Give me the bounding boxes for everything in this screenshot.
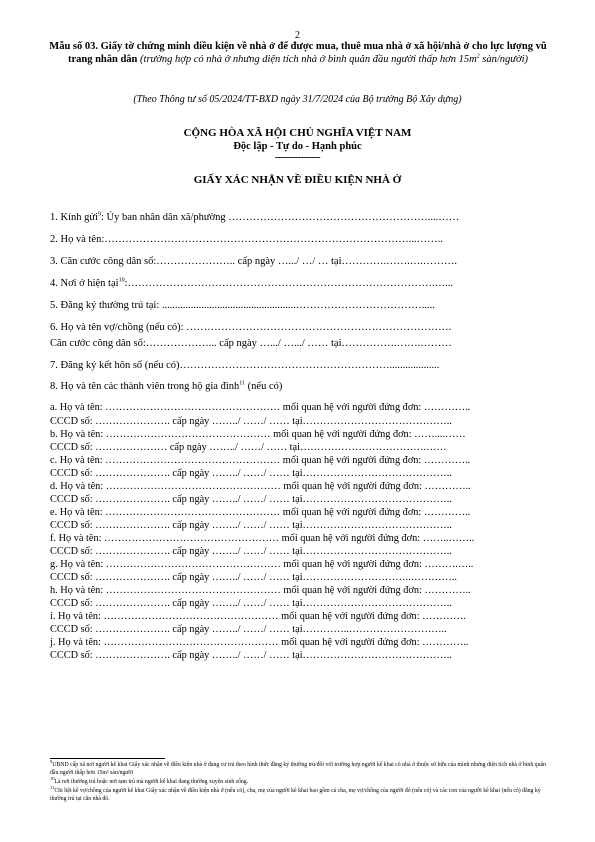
title-separator: ---------------- bbox=[274, 152, 321, 163]
member-d-id[interactable]: CCCD số: …………………. cấp ngày ……../ ……/ …… tại…………………………………….. bbox=[50, 494, 452, 505]
footnote-divider bbox=[50, 758, 165, 759]
member-b-name[interactable]: b. Họ và tên: ………………………………………… mối quan hệ với người đứng đơn: ……....…… bbox=[50, 429, 466, 440]
member-a-name[interactable]: a. Họ và tên: …………………………………………… mối quan hệ với người đứng đơn: ………….. bbox=[50, 402, 471, 413]
field-permanent-residence[interactable]: 5. Đăng ký thường trú tại: ...................................................………………………………..... bbox=[50, 300, 435, 311]
member-i-name[interactable]: i. Họ và tên: …………………………………………… mối quan hệ với người đứng đơn: …………. bbox=[50, 611, 466, 622]
form-title-italic: (trường hợp có nhà ở nhưng diện tích nhà ở bình quân đầu người thấp hơn $15m^2$ sàn/người) bbox=[140, 53, 529, 65]
field-full-name[interactable]: 2. Họ và tên:……………………………………………………………………………...…….. bbox=[50, 234, 443, 245]
field-citizen-id[interactable]: 3. Căn cước công dân số:………………….. cấp ngày ….../ …/ … tại………….…….….………. bbox=[50, 256, 457, 267]
page-number: 2 bbox=[295, 30, 300, 41]
field-spouse-name[interactable]: 6. Họ và tên vợ/chồng (nếu có): …………………………………………………………………. bbox=[50, 322, 452, 333]
member-f-id[interactable]: CCCD số: …………………. cấp ngày ……../ ……/ …… tại…………………………………….. bbox=[50, 546, 452, 557]
member-b-id[interactable]: CCCD số: ………………… cấp ngày ……../ ……/ …… tại……………………………….…… bbox=[50, 442, 447, 453]
member-a-id[interactable]: CCCD số: …………………. cấp ngày ……../ ……/ …… tại…………………………………….. bbox=[50, 416, 452, 427]
circular-reference: (Theo Thông tư số 05/2024/TT-BXD ngày 31/7/2024 của Bộ trưởng Bộ Xây dựng) bbox=[133, 94, 462, 105]
footnote-10: $^{10}$Là nơi thường trú hoặc nơi tạm trú mà người kê khai đang thường xuyên sinh sống. bbox=[50, 776, 249, 785]
household-members-heading: 8. Họ và tên các thành viên trong hộ gia đình$^{11}$ (nếu có) bbox=[50, 380, 283, 392]
form-title bbox=[48, 41, 548, 66]
field-marriage-registration[interactable]: 7. Đăng ký kết hôn số (nếu có)……………………………………………………................... bbox=[50, 360, 440, 371]
form-title-bold: Mẫu số 03. Giấy tờ chứng minh điều kiện về nhà ở để được mua, thuê mua nhà ở xã hội/nhà ở cho lực lượng vũ trang nhân dân bbox=[49, 41, 547, 65]
national-motto: Độc lập - Tự do - Hạnh phúc bbox=[233, 141, 362, 152]
member-j-name[interactable]: j. Họ và tên: …………………………………………… mối quan hệ với người đứng đơn: ………….. bbox=[50, 637, 469, 648]
field-current-residence[interactable]: 4. Nơi ở hiện tại$^{10}$:…………………………………………………………………………….…... bbox=[50, 277, 453, 289]
member-h-id[interactable]: CCCD số: …………………. cấp ngày ……../ ……/ …… tại…………………………………….. bbox=[50, 598, 452, 609]
member-h-name[interactable]: h. Họ và tên: …………………………………………… mối quan hệ với người đứng đơn: ………….. bbox=[50, 585, 471, 596]
field-spouse-id[interactable]: Căn cước công dân số:………………... cấp ngày ….../ ….../ …… tại…………….…….……… bbox=[50, 338, 452, 349]
member-i-id[interactable]: CCCD số: …………………. cấp ngày ……../ ……/ …… tại…………..……………………….. bbox=[50, 624, 447, 635]
member-g-name[interactable]: g. Họ và tên: …………………………………………… mối quan hệ với người đứng đơn: ……….….. bbox=[50, 559, 474, 570]
member-d-name[interactable]: d. Họ và tên: …………………………………………… mối quan hệ với người đứng đơn: ………….. bbox=[50, 481, 471, 492]
document-title: GIẤY XÁC NHẬN VỀ ĐIỀU KIỆN NHÀ Ở bbox=[193, 174, 402, 186]
footnote-11: $^{11}$Chi liệt kê vợ/chồng của người kê khai Giấy xác nhận về điều kiện nhà ở (nếu có), cha, mẹ của người kê khai bao gồm cả cha, mẹ vợ/chồng của người đó (nếu có) và các con của người kê khai (nếu có) đăng ký thường trú tại căn nhà đó. bbox=[50, 785, 541, 802]
member-e-name[interactable]: e. Họ và tên: …………………………………………… mối quan hệ với người đứng đơn: ………….. bbox=[50, 507, 471, 518]
member-e-id[interactable]: CCCD số: …………………. cấp ngày ……../ ……/ …… tại…………………………………….. bbox=[50, 520, 452, 531]
member-g-id[interactable]: CCCD số: …………………. cấp ngày ……../ ……/ …… tại…………………………..………….. bbox=[50, 572, 458, 583]
member-c-id[interactable]: CCCD số: …………………. cấp ngày ……../ ……/ …… tại…………………………………….. bbox=[50, 468, 452, 479]
member-f-name[interactable]: f. Họ và tên: …………………………………………… mối quan hệ với người đứng đơn: ……..…….. bbox=[50, 533, 475, 544]
member-j-id[interactable]: CCCD số: …………………. cấp ngày ……../ ……/ …… tại…………………………………….. bbox=[50, 650, 452, 661]
field-recipient[interactable]: 1. Kính gửi$^9$: Ủy ban nhân dân xã/phường …………………………………………………....…… bbox=[50, 211, 460, 223]
national-title: CỘNG HÒA XÃ HỘI CHỦ NGHĨA VIỆT NAM bbox=[183, 127, 412, 139]
member-c-name[interactable]: c. Họ và tên: …………………………………………… mối quan hệ với người đứng đơn: ………….. bbox=[50, 455, 471, 466]
footnote-9: $^9$UBND cấp xã nơi người kê khai Giấy xác nhận về điều kiện nhà ở đang cư trú theo hình thức đăng ký thường trú/đối với trường hợp người kê khai có nhà ở thuộc sở hữu của mình nhưng diện tích nhà ở bình quân đầu người thấp hơn 15m² sàn/người bbox=[50, 759, 546, 776]
